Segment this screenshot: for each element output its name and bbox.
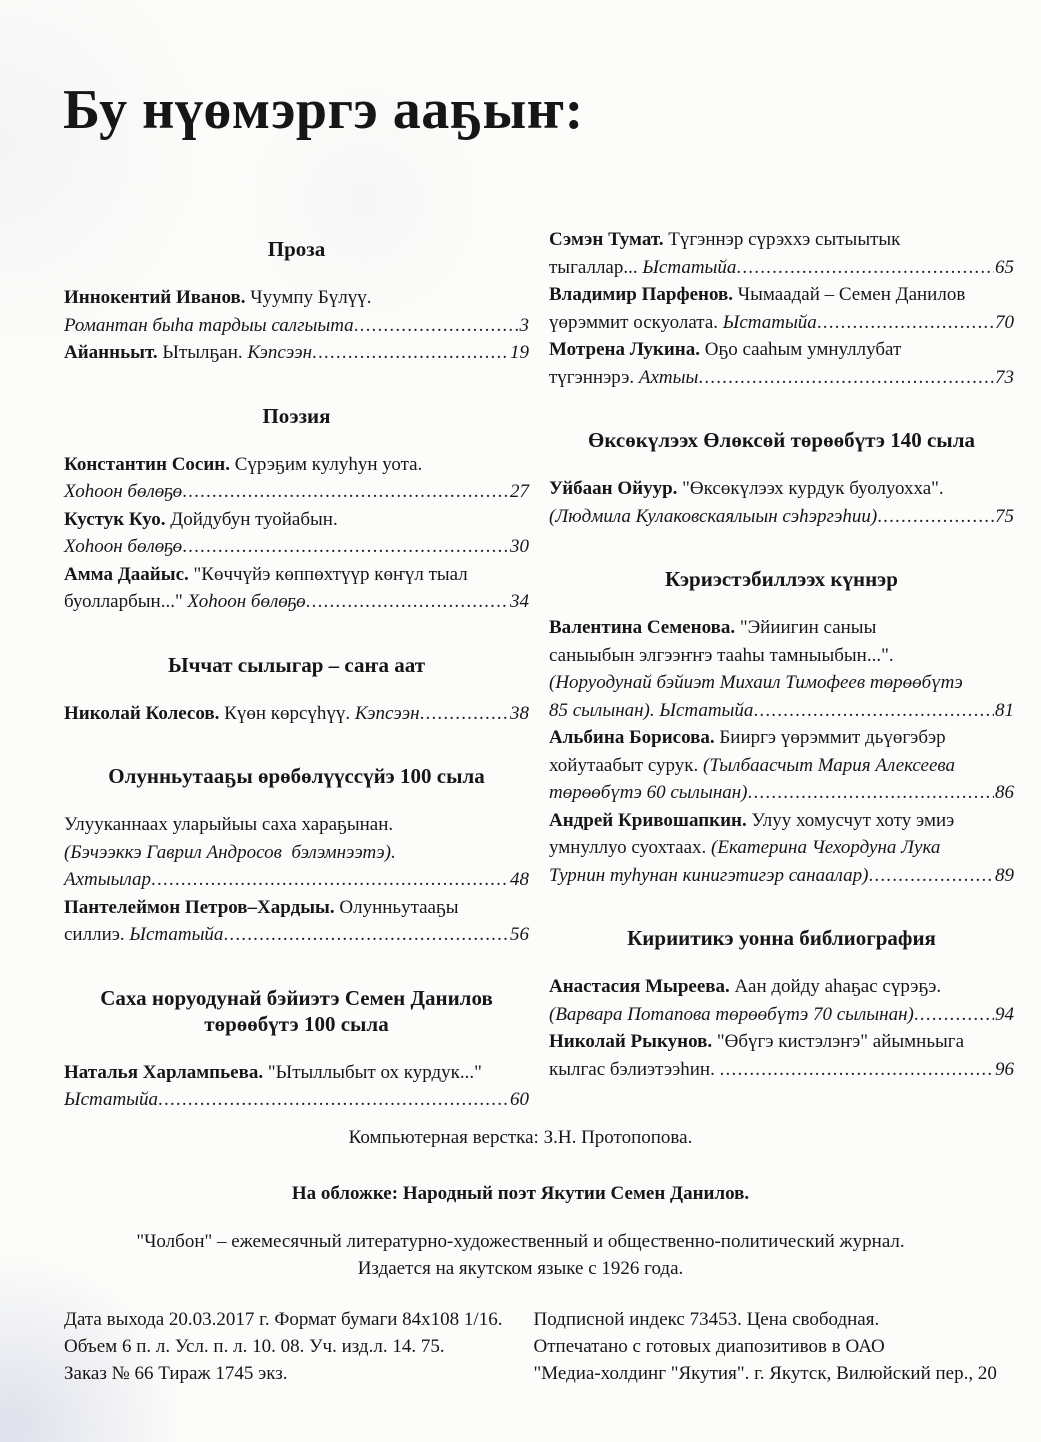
toc-section	[64, 985, 529, 1114]
entry-line	[64, 561, 529, 589]
toc-entry	[64, 506, 529, 561]
section-header: Кириитикэ уонна библиография	[627, 926, 936, 950]
entry-line	[64, 588, 529, 616]
imprint-line: Дата выхода 20.03.2017 г. Формат бумаги 84x108 1/16.	[64, 1309, 503, 1330]
text-run: Уйбаан Ойуур.	[549, 478, 678, 499]
page-number: 19	[510, 342, 529, 363]
text-run: Кэпсээн	[354, 702, 420, 724]
text-run: Күөн көрсүһүү.	[219, 702, 355, 724]
text-run: (Норуодунай бэйиэт Михаил Тимофеев төрөөбүтэ	[549, 672, 963, 693]
page-number: 48	[510, 869, 529, 890]
text-run: умнуллуо суохтаах.	[549, 837, 712, 858]
toc-entry	[549, 226, 1014, 281]
text-run: Чымаадай – Семен Данилов	[733, 284, 966, 305]
entry-line	[549, 475, 1014, 503]
text-run: "Эйиигин саныы	[735, 617, 877, 638]
toc-section	[64, 652, 529, 728]
dots-leader	[182, 478, 509, 506]
text-run: Амма Даайыс.	[64, 563, 189, 585]
toc-entry	[549, 724, 1014, 807]
cover-note: На обложке: Народный поэт Якутии Семен Данилов.	[291, 1183, 750, 1204]
entry-line	[549, 697, 1014, 725]
entry-line	[549, 1056, 1014, 1084]
section-header: Ыччат сылыгар – саҥа аат	[167, 652, 426, 677]
toc-section	[549, 566, 1014, 889]
page-number: 89	[995, 864, 1014, 886]
dots-leader	[223, 921, 509, 949]
toc-section	[64, 763, 529, 949]
entry-line	[549, 254, 1014, 282]
text-run: "Ытыллыбыт ох курдук..."	[263, 1061, 482, 1083]
text-run: төрөөбүтэ 60 сылынан)	[549, 782, 748, 803]
page-number: 81	[995, 699, 1014, 721]
toc-column-right	[549, 226, 1014, 1114]
text-run: Улууканнаах уларыйыы саха хараҕынан.	[64, 814, 394, 835]
dots-leader	[753, 697, 994, 725]
text-run: үөрэммит оскуолата.	[549, 311, 723, 333]
imprint-right	[534, 1306, 1014, 1387]
page-number: 73	[995, 366, 1014, 388]
toc-section	[64, 236, 529, 367]
text-run: Бииргэ үөрэммит дьүөгэбэр	[714, 727, 946, 748]
text-run: Айанньыт.	[64, 342, 158, 363]
entry-line	[64, 866, 529, 894]
toc-entry	[549, 614, 1014, 724]
entry-line	[549, 364, 1014, 392]
text-run: Ахтыылар	[64, 869, 152, 890]
entry-line	[549, 309, 1014, 337]
dots-leader	[736, 254, 994, 282]
dots-leader	[306, 588, 509, 616]
section-header: Олунньутааҕы өрөбөлүүссүйэ 100 сыла	[108, 764, 485, 788]
page-footer	[0, 1124, 1041, 1387]
entry-line	[549, 1001, 1014, 1029]
toc-section	[549, 226, 1014, 391]
page-number: 96	[995, 1058, 1014, 1080]
text-run: Чуумпу Бүлүү.	[245, 287, 372, 308]
text-run: Кэпсээн	[247, 342, 313, 363]
text-run: Ыстатыйа	[129, 924, 224, 945]
text-run: Ыстатыйа	[64, 1089, 159, 1110]
imprint-line: Подписной индекс 73453. Цена свободная.	[533, 1309, 880, 1330]
text-run: (Екатерина Чехордуна Лука	[711, 837, 941, 858]
entry-line	[549, 503, 1014, 531]
text-run: Оҕо сааһым умнуллубат	[699, 339, 902, 360]
entry-line	[64, 1059, 529, 1087]
toc-entry	[64, 339, 529, 367]
text-run: Ахтыы	[638, 366, 699, 388]
entry-line	[549, 807, 1014, 835]
page-number: 75	[995, 505, 1014, 527]
page-title: Бу нүөмэргэ ааҕыҥ:	[63, 79, 584, 141]
imprint-left	[64, 1306, 534, 1387]
toc-entry	[549, 475, 1014, 530]
toc-section	[549, 427, 1014, 530]
text-run: Иннокентий Иванов.	[64, 287, 246, 308]
text-run: Альбина Борисова.	[549, 727, 715, 748]
text-run: Константин Сосин.	[64, 453, 230, 475]
text-run: Сүрэҕим кулуһун уота.	[230, 453, 423, 475]
entry-line	[64, 921, 529, 949]
toc-entry	[64, 894, 529, 949]
toc-entry	[64, 451, 529, 506]
toc-entry	[549, 1028, 1014, 1083]
text-run: Мотрена Лукина.	[549, 339, 700, 360]
entry-line	[64, 478, 529, 506]
entry-line	[549, 1028, 1014, 1056]
entry-line	[549, 752, 1014, 780]
imprint-block	[0, 1282, 1041, 1387]
text-run: Наталья Харлампьева.	[64, 1061, 264, 1083]
section-header: Саха норуодунай бэйиэтэ Семен Данилов төрөөбүтэ 100 сыла	[100, 985, 493, 1036]
entry-line	[64, 451, 529, 479]
dots-leader	[817, 309, 994, 337]
entry-line	[549, 226, 1014, 254]
text-run: Николай Колесов.	[64, 702, 220, 724]
text-run: (Людмила Кулаковскаялыын сэһэргэһии)	[549, 505, 878, 527]
section-header: Проза	[267, 237, 326, 261]
text-run: Хоһоон бөлөҕө	[187, 591, 306, 612]
toc-entry	[549, 973, 1014, 1028]
text-run: 85 сылынан). Ыстатыйа	[549, 699, 754, 721]
page-number: 38	[510, 702, 529, 724]
text-run: кылгас бэлиэтээһин.	[549, 1058, 720, 1080]
text-run: (Тылбаасчыт Мария Алексеева	[703, 754, 956, 776]
dots-leader	[158, 1086, 509, 1114]
page-number: 27	[510, 481, 529, 502]
text-run: Кустук Куо.	[64, 508, 166, 530]
text-run: Пантелеймон Петров–Хардыы.	[64, 896, 335, 918]
toc-columns	[64, 226, 1014, 1114]
text-run: Дойдубун туойабын.	[165, 508, 338, 530]
entry-line	[549, 336, 1014, 364]
toc-column-left	[64, 226, 529, 1114]
dots-leader	[151, 866, 509, 894]
toc-entry	[64, 284, 529, 339]
toc-entry	[549, 281, 1014, 336]
text-run: силлиэ.	[64, 924, 130, 945]
text-run: Андрей Кривошапкин.	[549, 809, 747, 831]
entry-line	[64, 339, 529, 367]
entry-line	[549, 642, 1014, 670]
text-run: Владимир Парфенов.	[549, 284, 734, 305]
text-run: Турнин туһунан кинигэтигэр санаалар)	[549, 864, 869, 886]
page-number: 30	[510, 536, 529, 557]
text-run: Сэмэн Тумат.	[549, 229, 664, 250]
page-number: 34	[510, 591, 529, 612]
dots-leader	[868, 862, 994, 890]
toc-section	[549, 925, 1014, 1083]
entry-line	[64, 284, 529, 312]
typesetting-credit: Компьютерная верстка: З.Н. Протопопова.	[348, 1127, 693, 1148]
toc-entry	[549, 336, 1014, 391]
section-header: Кэриэстэбиллээх күннэр	[665, 567, 898, 591]
entry-line	[64, 700, 529, 728]
entry-line	[549, 862, 1014, 890]
page-number: 60	[510, 1089, 529, 1110]
text-run: буолларбын..."	[64, 591, 188, 612]
toc-entry	[64, 1059, 529, 1114]
text-run: Валентина Семенова.	[549, 617, 736, 638]
page-number: 3	[519, 314, 529, 336]
section-header: Поэзия	[262, 403, 331, 428]
page-number: 86	[995, 782, 1014, 803]
page-number: 70	[995, 311, 1014, 333]
page-number: 56	[510, 924, 529, 945]
entry-line	[64, 533, 529, 561]
text-run: Улуу хомусчут хоту эмиэ	[746, 809, 955, 831]
dots-leader	[914, 1001, 994, 1029]
dots-leader	[877, 503, 994, 531]
dots-leader	[354, 312, 519, 340]
page-number: 94	[995, 1003, 1014, 1025]
toc-section	[64, 403, 529, 616]
entry-line	[549, 834, 1014, 862]
entry-line	[64, 839, 529, 867]
entry-line	[549, 281, 1014, 309]
text-run: (Бэчээккэ Гаврил Андросов бэлэмнээтэ).	[64, 841, 396, 863]
text-run: Ытылҕан.	[157, 342, 248, 363]
text-run: Анастасия Мыреева.	[549, 976, 730, 997]
text-run: Хоһоон бөлөҕө	[64, 536, 183, 557]
entry-line	[64, 1086, 529, 1114]
dots-leader	[720, 1056, 994, 1084]
dots-leader	[698, 364, 994, 392]
text-run: "Өбүгэ кистэлэҥэ" айымньыга	[712, 1031, 965, 1052]
entry-line	[549, 724, 1014, 752]
text-run: Романтан быһа тардыы салгыыта	[64, 314, 354, 336]
text-run: түгэннэрэ.	[549, 366, 639, 388]
dots-leader	[420, 700, 509, 728]
entry-line	[64, 506, 529, 534]
text-run: Хоһоон бөлөҕө	[64, 481, 183, 502]
entry-line	[64, 811, 529, 839]
toc-entry	[64, 700, 529, 728]
section-header: Өксөкүлээх Өлөксөй төрөөбүтэ 140 сыла	[588, 428, 975, 452]
toc-entry	[549, 807, 1014, 890]
text-run: Олунньутааҕы	[334, 896, 459, 918]
text-run: "Өксөкүлээх курдук буолуохха".	[677, 478, 944, 499]
entry-line	[549, 779, 1014, 807]
dots-leader	[182, 533, 509, 561]
text-run: саныыбын элгээҥҥэ тааһы тамныыбын...".	[549, 644, 894, 666]
text-run: Николай Рыкунов.	[549, 1031, 713, 1052]
dots-leader	[748, 779, 994, 807]
entry-line	[64, 894, 529, 922]
entry-line	[549, 669, 1014, 697]
imprint-line: Отпечатано с готовых диапозитивов в ОАО	[533, 1336, 885, 1357]
text-run: Ыстатыйа	[722, 311, 817, 333]
text-run: "Көччүйэ көппөхтүүр көҥүл тыал	[188, 563, 468, 585]
journal-description-line1: "Чолбон" – ежемесячный литературно-художественный и общественно-политический журнал.	[136, 1231, 905, 1252]
text-run: (Варвара Потапова төрөөбүтэ 70 сылынан)	[549, 1003, 914, 1025]
entry-line	[549, 614, 1014, 642]
entry-line	[549, 973, 1014, 1001]
text-run: Түгэннэр сүрэххэ сытыытык	[663, 229, 901, 250]
journal-description-line2: Издается на якутском языке с 1926 года.	[357, 1258, 684, 1279]
text-run: хойутаабыт сурук.	[549, 754, 703, 776]
page-number: 65	[995, 256, 1014, 278]
imprint-line: "Медиа-холдинг "Якутия". г. Якутск, Вилюйский пер., 20	[533, 1363, 997, 1384]
entry-line	[64, 312, 529, 340]
dots-leader	[312, 339, 509, 367]
text-run: Ыстатыйа	[642, 256, 737, 278]
text-run: Аан дойду аһаҕас сүрэҕэ.	[729, 976, 942, 997]
imprint-line: Заказ № 66 Тираж 1745 экз.	[64, 1363, 288, 1384]
toc-entry	[64, 561, 529, 616]
imprint-line: Объем 6 п. л. Усл. п. л. 10. 08. Уч. изд.л. 14. 75.	[64, 1336, 445, 1357]
toc-entry	[64, 811, 529, 894]
text-run: тыгаллар...	[549, 256, 643, 278]
